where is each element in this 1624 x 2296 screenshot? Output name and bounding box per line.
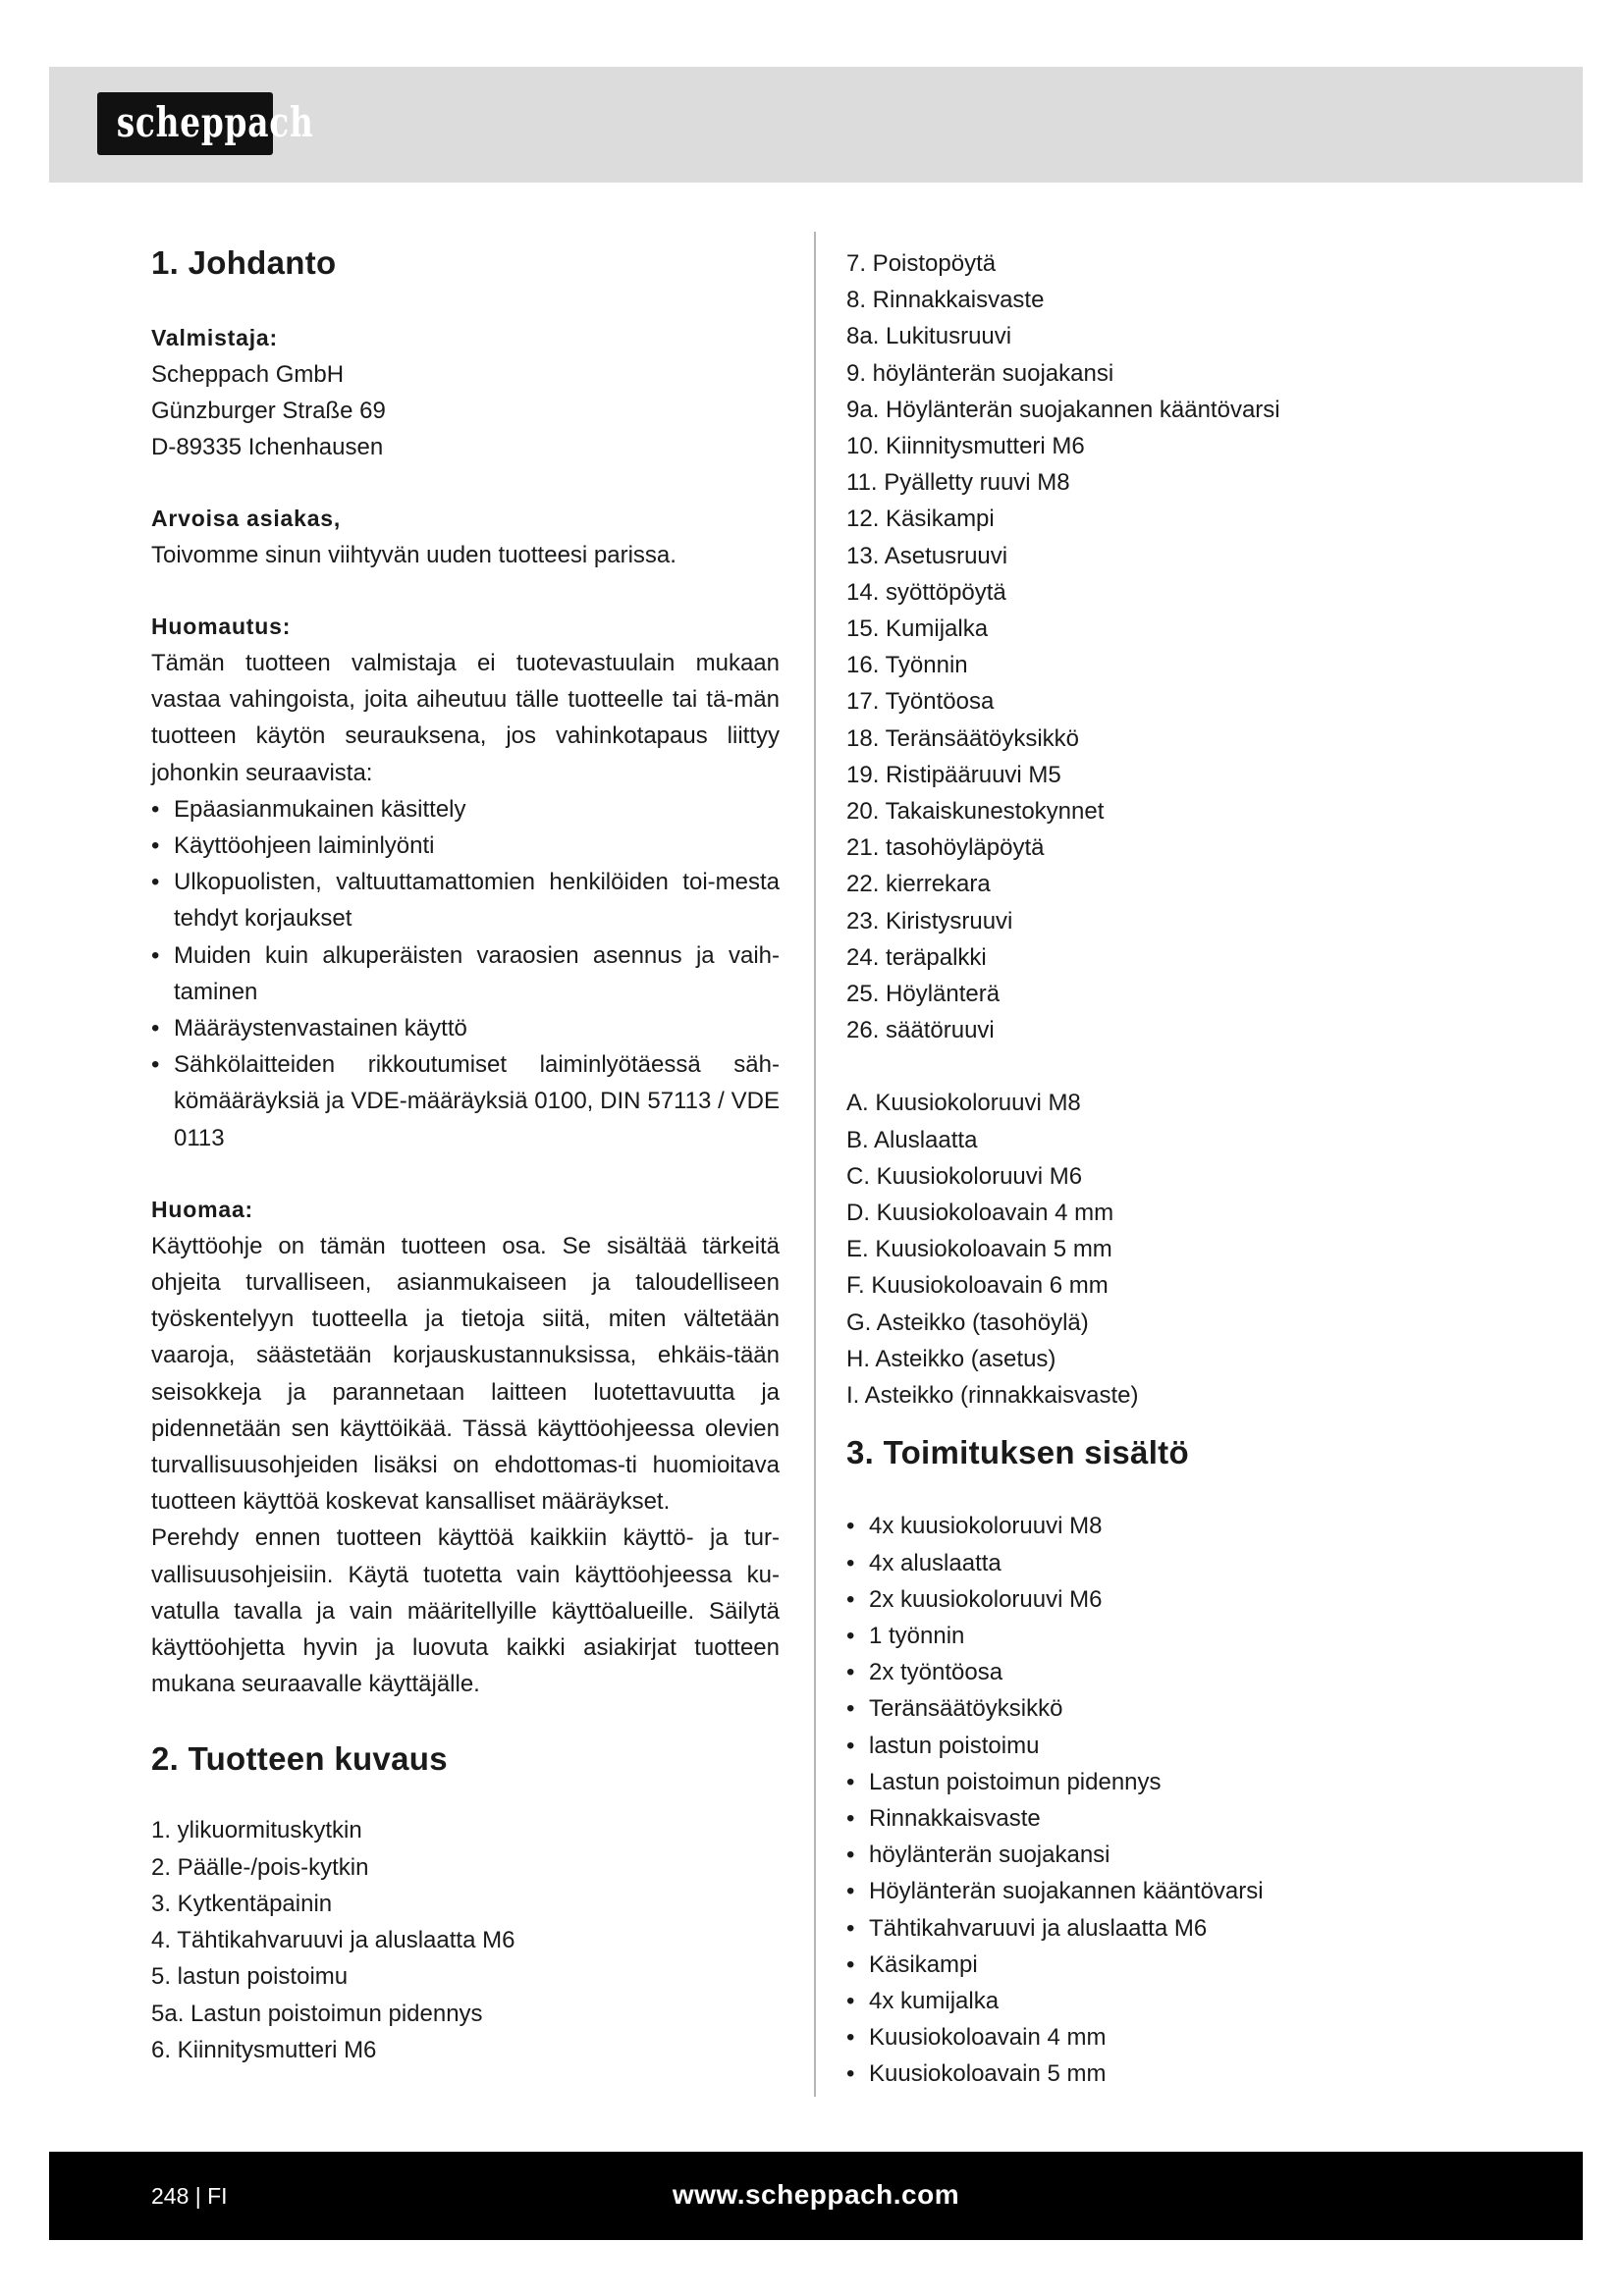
list-item: 20. Takaiskunestokynnet <box>846 798 1105 826</box>
note-paragraph: Käyttöohje on tämän tuotteen osa. Se sisältää tärkeitä ohjeita turvalliseen, asianmukaiseen ja taloudelliseen työskentelyyn tuotteella ja tietoja siitä, miten vältetään vaaroja, säästetään korjauskustannuksissa, ehkäis-tään seisokkeja ja parannetaan laitteen luotettavuutta ja pidennetään sen käyttöikää. Tässä käyttöohjeessa olevien turvallisuusohjeiden lisäksi on ehdottomas-ti huomioitava tuotteen käyttöä koskevat kansalliset määräykset. <box>151 1232 780 1516</box>
notice-label: Huomautus: <box>151 614 292 639</box>
list-item: 6. Kiinnitysmutteri M6 <box>151 2036 377 2063</box>
greeting-label: Arvoisa asiakas, <box>151 506 342 531</box>
list-item: 23. Kiristysruuvi <box>846 907 1013 934</box>
list-item: 26. säätöruuvi <box>846 1017 995 1044</box>
page-footer <box>49 2152 1583 2240</box>
section-title-introduction: 1. Johdanto <box>151 244 337 281</box>
list-item: 14. syöttöpöytä <box>846 578 1006 606</box>
list-item: • Käsikampi <box>846 1950 978 1978</box>
list-item: 9. höylänterän suojakansi <box>846 359 1114 387</box>
scheppach-logo <box>97 92 314 155</box>
list-item: • Tähtikahvaruuvi ja aluslaatta M6 <box>846 1914 1208 1942</box>
list-item: D. Kuusiokoloavain 4 mm <box>846 1200 1114 1227</box>
manufacturer-line: Scheppach GmbH <box>151 361 345 388</box>
list-item: • Kuusiokoloavain 4 mm <box>846 2024 1107 2052</box>
notice-text: Tämän tuotteen valmistaja ei tuotevastuulain mukaan vastaa vahingoista, joita aiheutuu tälle tuotteelle tai tä-män tuotteen käytön seurauksena, jos vahinkotapaus liittyy johonkin seuraavista: <box>151 650 780 786</box>
section-title-delivery-contents: 3. Toimituksen sisältö <box>846 1434 1189 1471</box>
list-item: • Lastun poistoimun pidennys <box>846 1768 1162 1795</box>
section-title-product-description: 2. Tuotteen kuvaus <box>151 1740 448 1778</box>
manufacturer-label: Valmistaja: <box>151 325 278 350</box>
list-item: • Käyttöohjeen laiminlyönti <box>151 832 435 860</box>
column-divider <box>814 232 816 2097</box>
list-item: • 4x aluslaatta <box>846 1549 1001 1576</box>
website-link[interactable]: www.scheppach.com <box>672 2179 960 2210</box>
list-item: • Rinnakkaisvaste <box>846 1804 1041 1832</box>
list-item: G. Asteikko (tasohöylä) <box>846 1308 1089 1336</box>
note-paragraph: Perehdy ennen tuotteen käyttöä kaikkiin käyttö- ja tur-vallisuusohjeisiin. Käytä tuotetta vain käyttöohjeessa ku-vatulla tavalla ja vain määritellyille käyttöalueille. Säilytä käyttöohjetta hyvin ja luovuta kaikki asiakirjat tuotteen mukana seuraavalle käyttäjälle. <box>151 1524 780 1698</box>
list-item: • Höylänterän suojakannen kääntövarsi <box>846 1878 1264 1905</box>
list-item: • Määräystenvastainen käyttö <box>151 1015 467 1042</box>
list-item: A. Kuusiokoloruuvi M8 <box>846 1090 1081 1117</box>
list-item: • 4x kuusiokoloruuvi M8 <box>846 1513 1103 1540</box>
list-item: 9a. Höylänterän suojakannen kääntövarsi <box>846 396 1280 423</box>
page-header <box>49 67 1583 183</box>
list-item: 3. Kytkentäpainin <box>151 1890 333 1917</box>
manufacturer-line: Günzburger Straße 69 <box>151 398 386 424</box>
page-number: 248 | FI <box>151 2183 228 2209</box>
list-item: • 2x kuusiokoloruuvi M6 <box>846 1585 1103 1613</box>
manufacturer-line: D-89335 Ichenhausen <box>151 434 384 460</box>
list-item: • 2x työntöosa <box>846 1659 1003 1686</box>
list-item: E. Kuusiokoloavain 5 mm <box>846 1236 1112 1263</box>
list-item: F. Kuusiokoloavain 6 mm <box>846 1272 1109 1300</box>
list-item: 8. Rinnakkaisvaste <box>846 287 1045 314</box>
list-item: • Teränsäätöyksikkö <box>846 1695 1063 1723</box>
list-item: 15. Kumijalka <box>846 615 989 643</box>
list-item: 17. Työntöosa <box>846 688 995 716</box>
list-item: 11. Pyälletty ruuvi M8 <box>846 469 1070 497</box>
list-item: 1. ylikuormituskytkin <box>151 1817 362 1844</box>
list-item: • 1 työnnin <box>846 1622 965 1649</box>
list-item: 4. Tähtikahvaruuvi ja aluslaatta M6 <box>151 1927 515 1954</box>
list-item: 13. Asetusruuvi <box>846 542 1008 569</box>
list-item: • höylänterän suojakansi <box>846 1842 1110 1869</box>
left-column <box>151 245 780 2068</box>
list-item: 5a. Lastun poistoimun pidennys <box>151 2000 483 2027</box>
note-label: Huomaa: <box>151 1196 254 1222</box>
list-item: 7. Poistopöytä <box>846 250 997 277</box>
right-column <box>846 245 1396 2093</box>
greeting-text: Toivomme sinun viihtyvän uuden tuotteesi parissa. <box>151 542 677 568</box>
list-item: I. Asteikko (rinnakkaisvaste) <box>846 1382 1139 1410</box>
list-item: 21. tasohöyläpöytä <box>846 834 1045 862</box>
list-item: H. Asteikko (asetus) <box>846 1345 1056 1372</box>
list-item: • Kuusiokoloavain 5 mm <box>846 2060 1107 2088</box>
list-item: 22. kierrekara <box>846 871 991 898</box>
list-item: 12. Käsikampi <box>846 506 995 533</box>
logo-text: scheppach <box>116 98 314 146</box>
list-item: • Ulkopuolisten, valtuuttamattomien henkilöiden toi-mesta tehdyt korjaukset <box>151 869 780 933</box>
list-item: 16. Työnnin <box>846 652 968 679</box>
list-item: 24. teräpalkki <box>846 943 987 971</box>
list-item: • Sähkölaitteiden rikkoutumiset laiminlyötäessä säh-kömääräyksiä ja VDE-määräyksiä 0100, DIN 57113 / VDE 0113 <box>151 1051 780 1151</box>
list-item: 5. lastun poistoimu <box>151 1963 349 1991</box>
list-item: • Epäasianmukainen käsittely <box>151 795 466 823</box>
list-item: 18. Teränsäätöyksikkö <box>846 724 1080 752</box>
list-item: • Muiden kuin alkuperäisten varaosien asennus ja vaih-taminen <box>151 941 780 1005</box>
list-item: • lastun poistoimu <box>846 1732 1040 1759</box>
list-item: 25. Höylänterä <box>846 981 1001 1008</box>
list-item: C. Kuusiokoloruuvi M6 <box>846 1162 1083 1190</box>
list-item: 8a. Lukitusruuvi <box>846 323 1012 350</box>
list-item: B. Aluslaatta <box>846 1126 978 1153</box>
list-item: 10. Kiinnitysmutteri M6 <box>846 433 1085 460</box>
list-item: • 4x kumijalka <box>846 1987 1000 2014</box>
list-item: 19. Ristipääruuvi M5 <box>846 761 1061 788</box>
list-item: 2. Päälle-/pois-kytkin <box>151 1853 369 1881</box>
